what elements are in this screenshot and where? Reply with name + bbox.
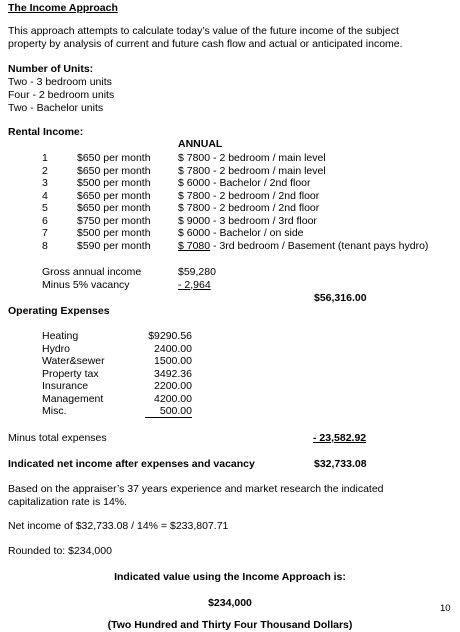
expense-label: Management: [42, 392, 104, 405]
vacancy-label: Minus 5% vacancy: [42, 278, 130, 291]
intro-line: This approach attempts to calculate today’s value of the future income of the subject: [8, 25, 399, 37]
rent-row-number: 8: [42, 239, 48, 252]
units-heading: Number of Units:: [8, 63, 94, 75]
rounded-text: Rounded to: $234,000: [8, 545, 112, 557]
rent-row-annual: $ 9000 - 3 bedroom / 3rd floor: [178, 214, 317, 227]
vacancy-value: - 2,964: [178, 278, 211, 291]
expense-label: Heating: [42, 330, 79, 342]
rent-row-annual: $ 6000 - Bachelor / on side: [178, 227, 304, 239]
unit-item: Two - Bachelor units: [8, 102, 104, 114]
expense-label: Property tax: [42, 367, 99, 380]
rent-row-annual: $ 6000 - Bachelor / 2nd floor: [178, 177, 311, 189]
rent-row-annual: $ 7080 - 3rd bedroom / Basement (tenant pays hydro): [178, 239, 429, 252]
rent-row-number: 4: [42, 189, 48, 202]
expense-value: 2400.00: [154, 342, 192, 355]
cap-rate-text: capitalization rate is 14%.: [8, 495, 128, 508]
rent-row-annual: $ 7800 - 2 bedroom / main level: [178, 152, 326, 164]
value-heading: Indicated value using the Income Approach is:: [114, 571, 346, 583]
rent-row-monthly: $650 per month: [77, 189, 151, 202]
intro-line: property by analysis of current and future cash flow and actual or anticipated income.: [8, 38, 403, 50]
expense-value: 3492.36: [154, 367, 192, 380]
expense-value: 2200.00: [154, 380, 192, 392]
rent-row-number: 2: [42, 164, 48, 177]
net-income-value: $32,733.08: [314, 458, 367, 470]
expense-label: Misc.: [42, 405, 67, 417]
annual-column-header: ANNUAL: [178, 138, 223, 150]
expense-value: $9290.56: [148, 330, 192, 342]
rent-row-number: 6: [42, 214, 48, 227]
expense-value: 500.00: [159, 405, 192, 417]
expense-value: 1500.00: [154, 355, 192, 367]
rent-row-monthly: $500 per month: [77, 227, 151, 239]
rent-row-monthly: $500 per month: [77, 177, 151, 189]
expense-label: Hydro: [42, 342, 71, 355]
unit-item: Four - 2 bedroom units: [8, 89, 115, 101]
rent-row-monthly: $750 per month: [77, 214, 151, 227]
value-amount: $234,000: [208, 597, 252, 609]
gross-income-label: Gross annual income: [42, 266, 142, 278]
net-rent-total: $56,316.00: [314, 292, 367, 304]
expense-value: 4200.00: [154, 392, 192, 405]
cap-rate-text: Based on the appraiser’s 37 years experience and market research the indicated: [8, 483, 384, 495]
rent-row-monthly: $650 per month: [77, 202, 151, 214]
expenses-heading: Operating Expenses: [8, 305, 110, 317]
rent-row-number: 5: [42, 202, 48, 214]
net-income-label: Indicated net income after expenses and vacancy: [8, 458, 255, 470]
page-number: 10: [440, 603, 451, 614]
rent-row-number: 7: [42, 227, 48, 239]
rent-row-monthly: $650 per month: [77, 152, 151, 164]
rent-row-annual: $ 7800 - 2 bedroom / main level: [178, 164, 326, 177]
rental-heading: Rental Income:: [8, 126, 84, 138]
rent-row-monthly: $650 per month: [77, 164, 151, 177]
unit-item: Two - 3 bedroom units: [8, 76, 112, 88]
expense-label: Water&sewer: [42, 355, 105, 367]
rent-row-annual: $ 7800 - 2 bedroom / 2nd floor: [178, 202, 320, 214]
expense-label: Insurance: [42, 380, 89, 392]
rent-row-monthly: $590 per month: [77, 239, 151, 252]
page-title: The Income Approach: [8, 2, 118, 14]
total-expenses-value: - 23,582.92: [313, 432, 367, 444]
rent-row-annual: $ 7800 - 2 bedroom / 2nd floor: [178, 189, 320, 202]
gross-income-value: $59,280: [178, 266, 216, 278]
rent-row-number: 1: [42, 152, 48, 164]
calculation-text: Net income of $32,733.08 / 14% = $233,807.71: [8, 520, 229, 532]
rent-row-number: 3: [42, 177, 48, 189]
expenses-underline: [145, 417, 192, 418]
total-expenses-label: Minus total expenses: [8, 432, 107, 444]
value-in-words: (Two Hundred and Thirty Four Thousand Dollars): [107, 619, 353, 631]
